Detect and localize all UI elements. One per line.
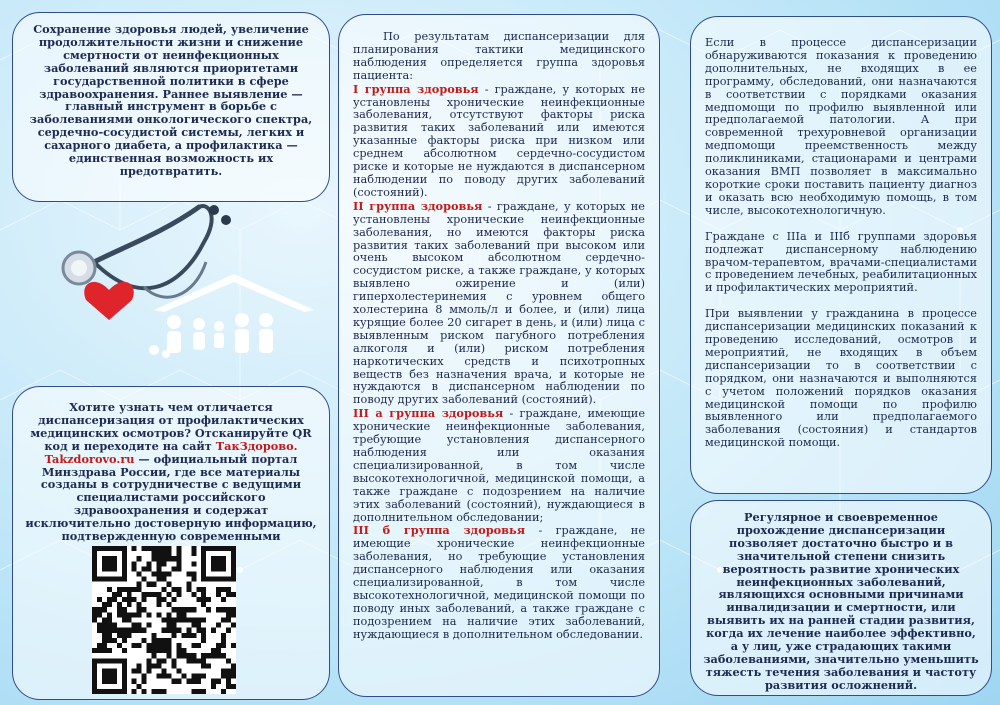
site-url-link[interactable]: Takzdorovo.ru: [44, 451, 135, 466]
group-1-text: - граждане, у которых не установлены хронические неинфекционные заболевания, отсутствуют факторы риска развития таких заболеваний или имеются указанные факторы риска при низком или среднем абсолютном сердечно-сосудистом риске и которые не нуждаются в диспансерном наблюдении по поводу других заболеваний (состояний).: [353, 82, 646, 199]
conclusion-text: Регулярное и своевременное прохождение диспансеризации позволяет достаточно быстро и в значительной степени снизить вероятность развитие хронических неинфекционных заболеваний, являющихся основными причинами инвалидизации и смертности, или выявить их на ранней стадии развития, когда их лечение наиболее эффективно, а у лиц, уже страдающих такими заболеваниями, значительно уменьшить тяжесть течения заболевания и частоту развития осложнений.: [703, 510, 979, 692]
heart-icon: [84, 282, 134, 320]
paragraph-dispensary-observation: Граждане с IIIа и IIIб группами здоровья подлежат диспансерному наблюдению врачом-терапевтом, врачами-специалистами с проведением лечебных, реабилитационных и профилактических мероприятий.: [705, 229, 977, 295]
group-3b-text: - граждане, не имеющие хронические неинфекционные заболевания, но требующие установления диспансерного наблюдения или оказания специализированной, в том числе высокотехнологичной, медицинской помощи по поводу иных заболеваний, а также граждане с подозрением на наличие этих заболеваний, нуждающиеся в дополнительном обследовании.: [353, 524, 646, 641]
group-2: [353, 200, 645, 408]
intro-panel: [12, 12, 330, 202]
group-3a: [353, 407, 645, 524]
qr-info-text: Хотите узнать чем отличается диспансеризация от профилактических медицинских осмотров? Отсканируйте QR код и переходите на сайт: [30, 400, 312, 453]
group-1-title: I группа здоровья: [353, 81, 479, 96]
group-2-title: II группа здоровья: [353, 198, 483, 213]
intro-text: Сохранение здоровья людей, увеличение продолжительности жизни и снижение смертности от неинфекционных заболеваний являются приоритетами государственной политики в сфере здравоохранения. Раннее выявление — главный инструмент в борьбе с заболеваниями онкологического спектра, сердечно-сосудистой системы, легких и сахарного диабета, а профилактика — единственная возможность их предотвратить.: [29, 22, 313, 178]
group-2-text: - граждане, у которых не установлены хронические неинфекционные заболевания, но имеются факторы риска развития таких заболеваний при высоком или очень высоком абсолютном сердечно-сосудистом риске, а также граждане, у которых выявлено ожирение и (или) гиперхолестеринемия с уровнем общего холестерина 8 ммоль/л и более, и (или) лица курящие более 20 сигарет в день, и (или) лица с выявленным риском пагубного потребления алкоголя и (или) риском потребления наркотических средств и психотропных веществ без назначения врача, и которые не нуждаются в диспансерном наблюдении по поводу других заболеваний (состояний).: [353, 199, 645, 407]
group-3a-text: - граждане, имеющие хронические неинфекционные заболевания, требующие установления диспансерного наблюдения или оказания специализированной, в том числе высокотехнологичной, медицинской помощи, а также граждане с подозрением на наличие этих заболеваний (состояний), нуждающиеся в дополнительном обследовании;: [353, 407, 646, 524]
health-groups-intro: По результатам диспансеризации для планирования тактики медицинского наблюдения определяется группа здоровья пациента:: [353, 30, 645, 82]
conclusion-panel: [690, 500, 992, 696]
group-1: [353, 83, 645, 200]
group-3b-title: III б группа здоровья: [353, 523, 526, 538]
health-illustration: [34, 192, 324, 372]
family-house-icon: [149, 274, 314, 358]
paragraph-medical-indications: При выявлении у гражданина в процессе диспансеризации медицинских показаний к проведению исследований, осмотров и мероприятий, не входящих в объем диспансеризации то в соответствии с порядком, они назначаются и выполняются с учетом положений порядков оказания медицинской помощи по профилю выявленного или предполагаемого заболевания (состояния) и стандартов медицинской помощи.: [705, 307, 977, 450]
qr-code[interactable]: [92, 546, 236, 694]
group-3a-title: III а группа здоровья: [353, 406, 504, 421]
stethoscope-icon: [63, 205, 231, 297]
additional-exams-panel: [690, 16, 992, 494]
paragraph-additional-exams: Если в процессе диспансеризации обнаруживаются показания к проведению дополнительных, не входящих в ее программу, обследований, они назначаются в соответствии с порядками оказания медпомощи по профилю выявленной или предполагаемой патологии. А при современной трехуровневой организации медпомощи преемственность между поликлиниками, стационарами и центрами оказания ВМП позволяет в максимально короткие сроки поставить пациенту диагноз и оказать всю необходимую помощь, в том числе, высокотехнологичную.: [705, 36, 977, 217]
group-3b: [353, 524, 645, 641]
health-groups-panel: [338, 14, 660, 697]
portal-description: — официальный портал Минздрава России, где все материалы созданы в сотрудничестве с ведущими специалистами российского здравоохранения и содержат исключительно достоверную информацию, подтвержденную современными: [25, 451, 317, 544]
site-name-link[interactable]: ТакЗдорово.: [215, 438, 298, 453]
